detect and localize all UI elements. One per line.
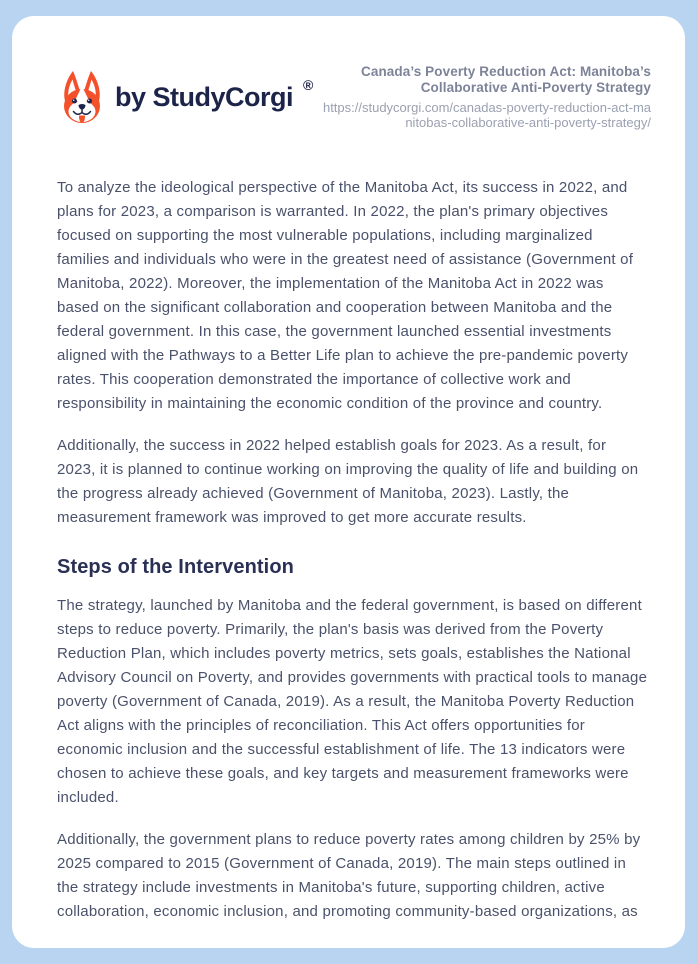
brand-name: by StudyCorgi xyxy=(115,81,294,112)
registered-trademark-symbol: ® xyxy=(303,77,314,93)
title-block xyxy=(321,64,651,130)
paragraph-4: Additionally, the government plans to reduce poverty rates among children by 25% by 2025 compared to 2015 (Government of Canada, 2019). The main steps outlined in the strategy include investments in Manitoba's future, supporting children, active collaboration, economic inclusion, and promoting community-based organizations, as xyxy=(57,831,641,920)
document-title: Canada’s Poverty Reduction Act: Manitoba’s Collaborative Anti-Poverty Strategy xyxy=(360,64,651,95)
corgi-logo-icon xyxy=(57,69,107,125)
document-url-link[interactable]: https://studycorgi.com/canadas-poverty-reduction-act-manitobas-collaborative-anti-poverty-strategy/ xyxy=(322,100,651,130)
paragraph-1: To analyze the ideological perspective of the Manitoba Act, its success in 2022, and plans for 2023, a comparison is warranted. In 2022, the plan's primary objectives focused on supporting the most vulnerable populations, including marginalized families and individuals who were in the greatest need of assistance (Government of Manitoba, 2022). Moreover, the implementation of the Manitoba Act in 2022 was based on the significant collaboration and cooperation between Manitoba and the federal government. In this case, the government launched essential investments aligned with the Pathways to a Better Life plan to achieve the pre-pandemic poverty rates. This cooperation demonstrated the importance of collective work and responsibility in maintaining the economic condition of the province and country. xyxy=(57,179,634,412)
paragraph-2: Additionally, the success in 2022 helped establish goals for 2023. As a result, for 2023, it is planned to continue working on improving the quality of life and building on the progress already achieved (Government of Manitoba, 2023). Lastly, the measurement framework was improved to get more accurate results. xyxy=(57,437,639,526)
article-content xyxy=(57,176,651,924)
paragraph-3: The strategy, launched by Manitoba and the federal government, is based on different steps to reduce poverty. Primarily, the plan's basis was derived from the Poverty Reduction Plan, which includes poverty metrics, sets goals, establishes the National Advisory Council on Poverty, and provides governments with practical tools to manage poverty (Government of Canada, 2019). As a result, the Manitoba Poverty Reduction Act aligns with the principles of reconciliation. This Act offers opportunities for economic inclusion and the successful establishment of life. The 13 indicators were chosen to achieve these goals, and key targets and measurement frameworks were included. xyxy=(57,597,648,806)
brand-studycorgi[interactable] xyxy=(57,69,314,125)
section-heading: Steps of the Intervention xyxy=(57,556,294,578)
header xyxy=(57,64,651,130)
document-card xyxy=(12,16,685,948)
